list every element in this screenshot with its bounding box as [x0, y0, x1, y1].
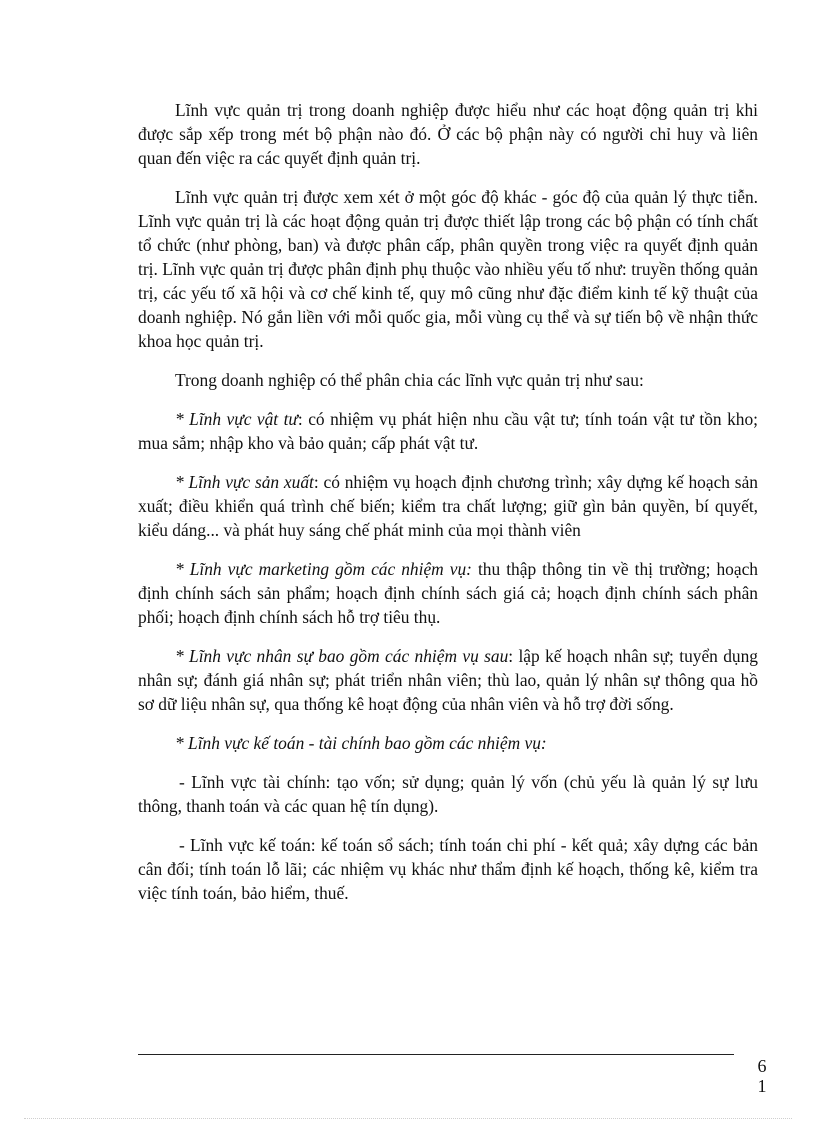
- section-lead: * Lĩnh vực sản xuất: [175, 472, 314, 492]
- page-edge-divider: [24, 1118, 792, 1119]
- paragraph-2: Lĩnh vực quản trị được xem xét ở một góc độ khác - góc độ của quản lý thực tiễn. Lĩnh vực quản trị là các hoạt động quản trị được thiết lập trong các bộ phận có tính chất tổ chức (như phòng, ban) và được phân cấp, phân quyền trong việc ra quyết định quản trị. Lĩnh vực quản trị được phân định phụ thuộc vào nhiều yếu tố như: truyền thống quản trị, các yếu tố xã hội và cơ chế kinh tế, quy mô cũng như đặc điểm kinh tế kỹ thuật của doanh nghiệp. Nó gắn liền với mỗi quốc gia, mỗi vùng cụ thể và sự tiến bộ về nhận thức khoa học quản trị.: [138, 187, 758, 351]
- paragraph-marketing: * Lĩnh vực marketing gồm các nhiệm vụ: thu thập thông tin về thị trường; hoạch định chính sách sản phẩm; hoạch định chính sách giá cả; hoạch định chính sách phân phối; hoạch định chính sách hỗ trợ tiêu thụ.: [138, 559, 758, 627]
- body-text: [138, 98, 758, 920]
- paragraph-hr: * Lĩnh vực nhân sự bao gồm các nhiệm vụ sau: lập kế hoạch nhân sự; tuyển dụng nhân sự; đánh giá nhân sự; phát triển nhân viên; thù lao, quản lý nhân sự thông qua hồ sơ dữ liệu nhân sự, qua thống kê hoạt động của nhân viên và hỗ trợ đời sống.: [138, 646, 759, 714]
- paragraph-3: Trong doanh nghiệp có thể phân chia các lĩnh vực quản trị như sau:: [175, 370, 644, 390]
- footer-divider: [138, 1054, 734, 1055]
- section-lead: * Lĩnh vực marketing gồm các nhiệm vụ:: [175, 559, 472, 579]
- section-lead: * Lĩnh vực vật tư: [175, 409, 298, 429]
- paragraph-1: Lĩnh vực quản trị trong doanh nghiệp được hiểu như các hoạt động quản trị khi được sắp xếp trong mét bộ phận nào đó. Ở các bộ phận này có người chỉ huy và liên quan đến việc ra các quyết định quản trị.: [138, 100, 758, 168]
- section-lead: * Lĩnh vực nhân sự bao gồm các nhiệm vụ sau: [175, 646, 509, 666]
- paragraph-production: * Lĩnh vực sản xuất: có nhiệm vụ hoạch định chương trình; xây dựng kế hoạch sản xuất; điều khiển quá trình chế biến; kiểm tra chất lượng; giữ gìn bản quyền, bí quyết, kiểu dáng... và phát huy sáng chế phát minh của mọi thành viên: [138, 472, 758, 540]
- paragraph-materials: * Lĩnh vực vật tư: có nhiệm vụ phát hiện nhu cầu vật tư; tính toán vật tư tồn kho; mua sắm; nhập kho và bảo quản; cấp phát vật tư.: [138, 409, 758, 453]
- paragraph-accounting: - Lĩnh vực kế toán: kế toán sổ sách; tính toán chi phí - kết quả; xây dựng các bản cân đối; tính toán lỗ lãi; các nhiệm vụ khác như thẩm định kế hoạch, thống kê, kiểm tra việc tính toán, bảo hiểm, thuế.: [138, 835, 758, 903]
- paragraph-accounting-finance: [138, 731, 758, 755]
- section-lead: * Lĩnh vực kế toán - tài chính bao gồm các nhiệm vụ:: [175, 733, 547, 753]
- paragraph-finance: - Lĩnh vực tài chính: tạo vốn; sử dụng; quản lý vốn (chủ yếu là quản lý sự lưu thông, thanh toán và các quan hệ tín dụng).: [138, 772, 758, 816]
- page-number: 6 1: [757, 1056, 767, 1096]
